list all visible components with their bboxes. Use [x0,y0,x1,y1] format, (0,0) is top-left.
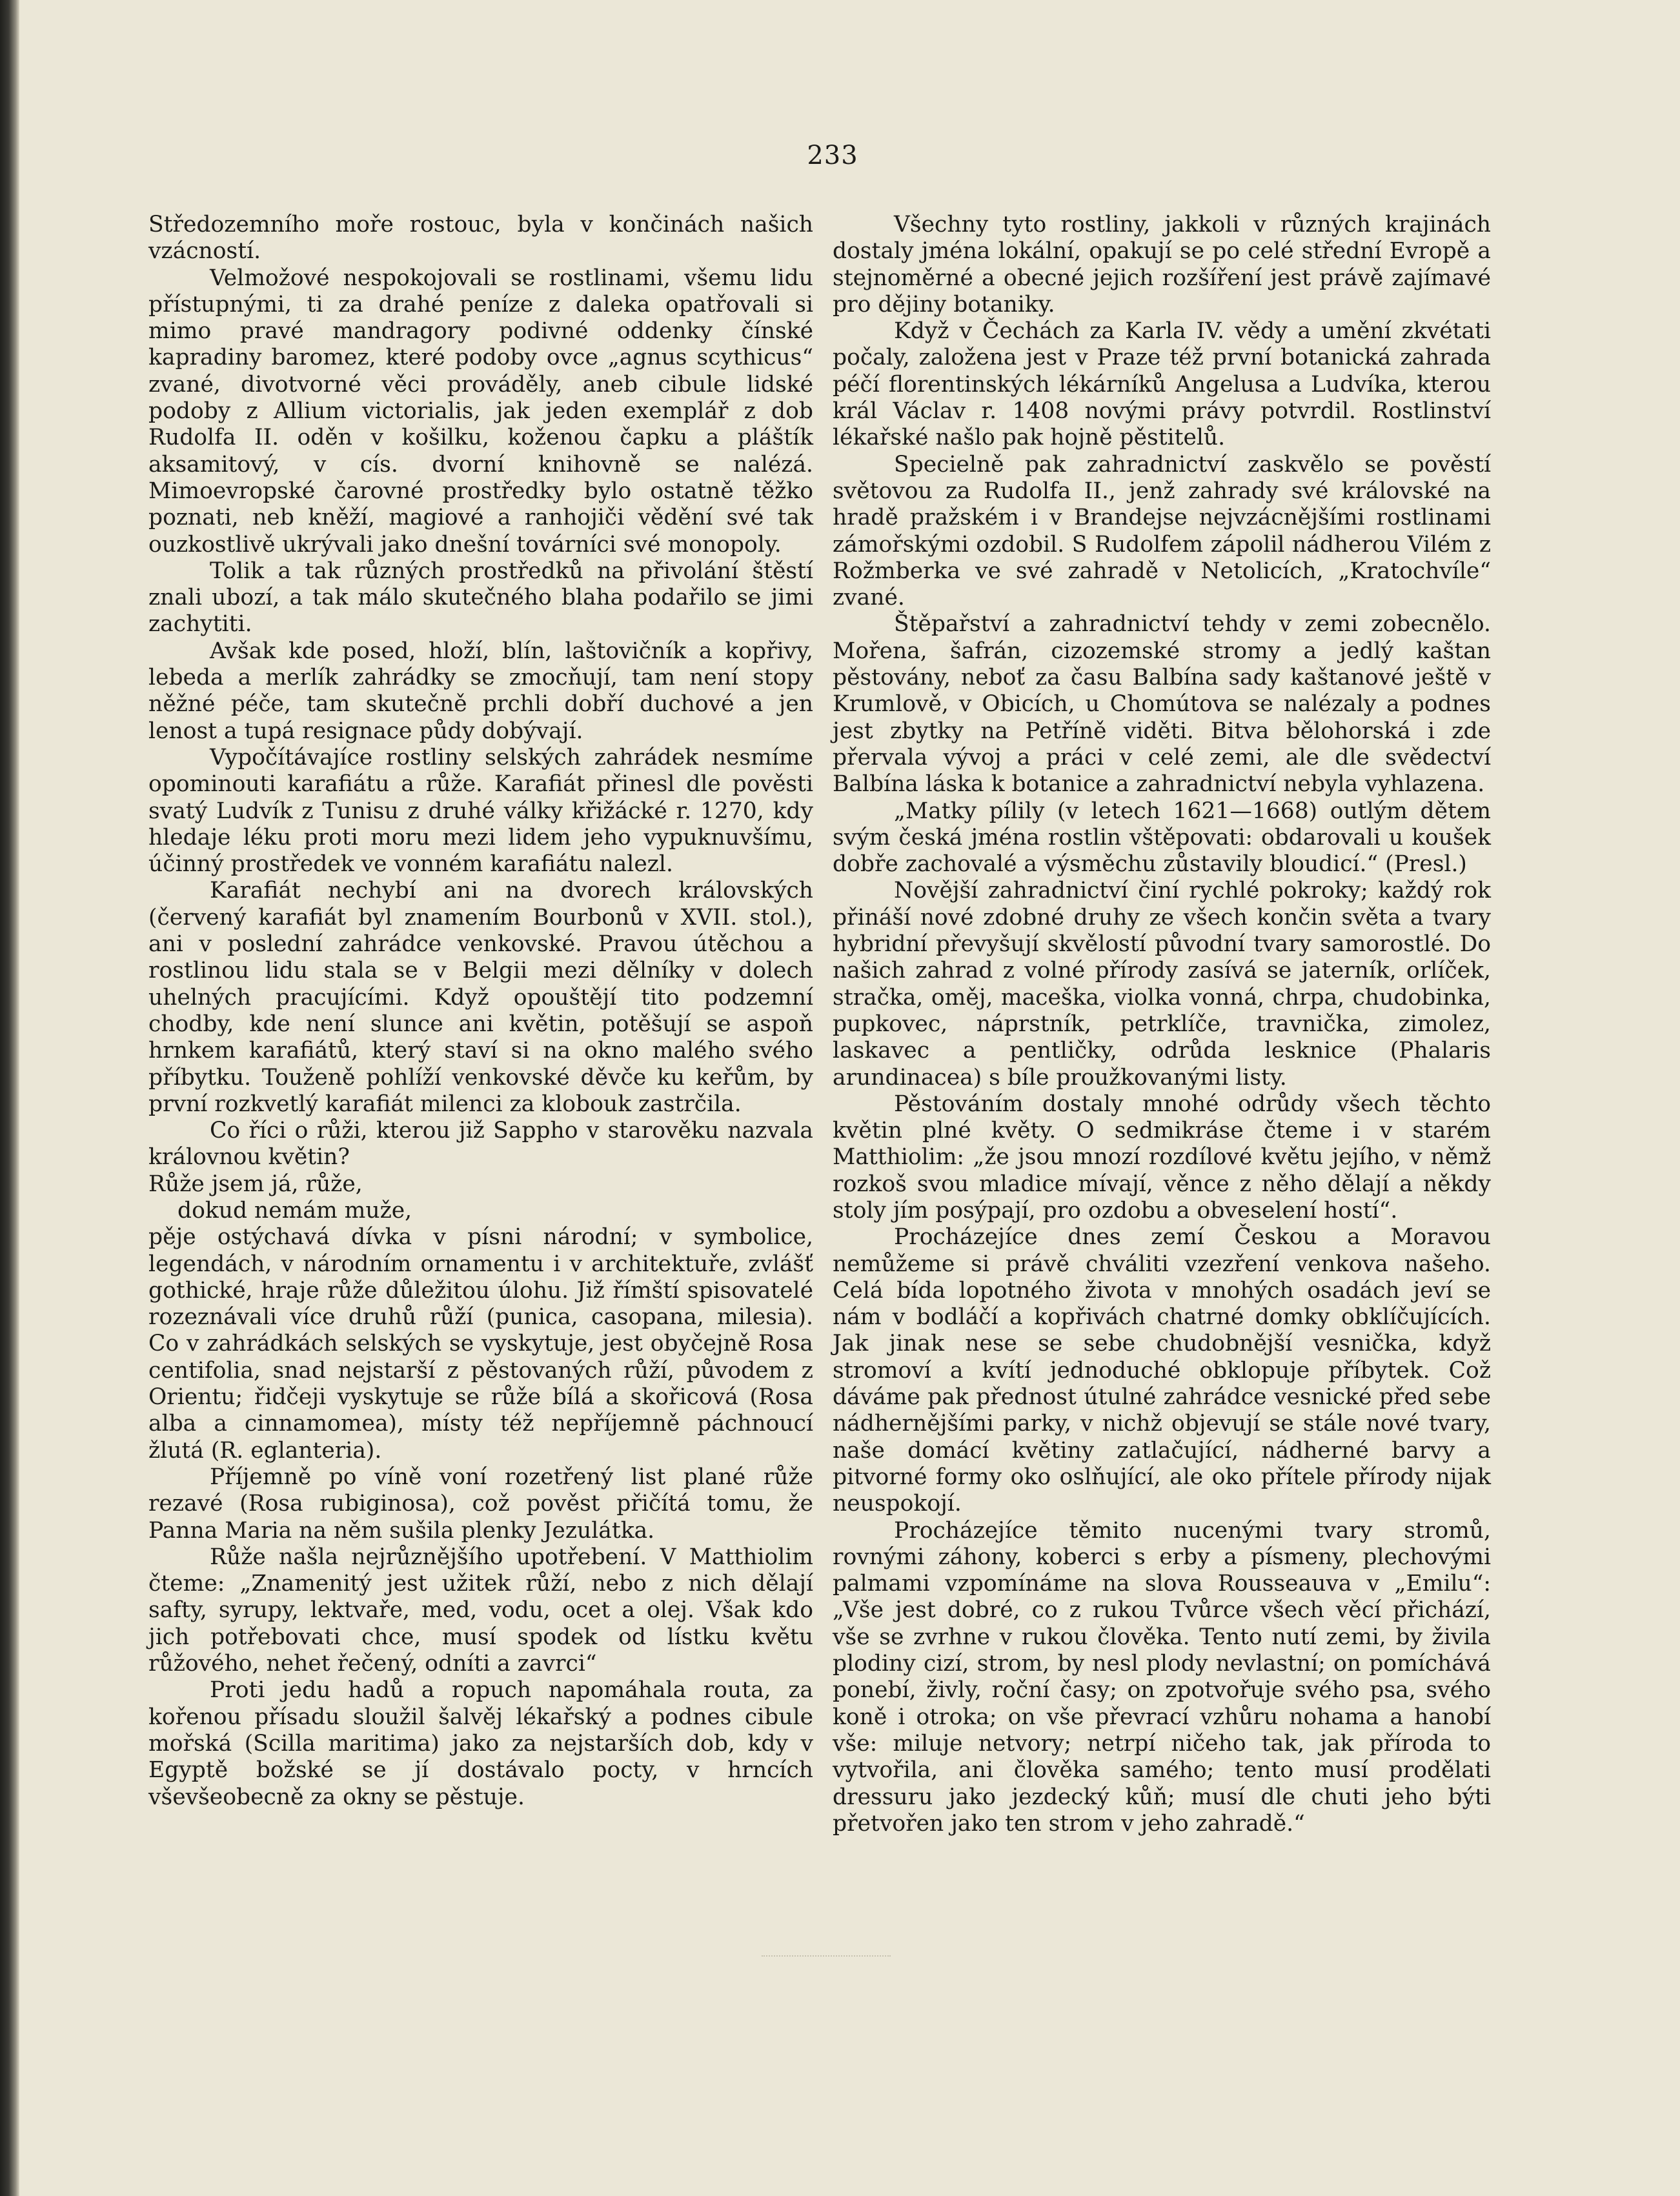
paragraph: Když v Čechách za Karla IV. vědy a umění zkvétati počaly, založena jest v Praze též první botanická zahrada péčí florentinských lékárníků Angelusa a Ludvíka, kterou král Václav r. 1408 novými právy potvrdil. Rostlinství lékařské našlo pak hojně pěstitelů. [833,318,1491,451]
paragraph: Novější zahradnictví činí rychlé pokroky; každý rok přináší nové zdobné druhy ze všech končin světa a tvary hybridní převyšují skvělostí původní tvary samorostlé. Do našich zahrad z volné přírody zasívá se jaterník, orlíček, stračka, oměj, maceška, violka vonná, chrpa, chudobinka, pupkovec, náprstník, petrklíče, travnička, zimolez, laskavec a pentličky, odrůda lesknice (Phalaris arundinacea) s bíle proužkovanými listy. [833,878,1491,1091]
paragraph: Co říci o růži, kterou již Sappho v starověku nazvala královnou květin? [148,1118,813,1171]
page-number: 233 [807,141,858,170]
faint-separator [762,1955,891,1958]
paragraph: Středozemního moře rostouc, byla v končinách našich vzácností. [148,212,813,265]
book-page [19,0,1680,2196]
paragraph: Pěstováním dostaly mnohé odrůdy všech těchto květin plné květy. O sedmikráse čteme i v starém Matthiolim: „že jsou mnozí rozdílové květu jejího, v němž rozkoš svou mladice mívají, věnce z něho dělají a někdy stoly jím posýpají, pro ozdobu a obveselení hostí“. [833,1091,1491,1224]
verse-line: Růže jsem já, růže, [148,1171,363,1197]
paragraph: Štěpařství a zahradnictví tehdy v zemi zobecnělo. Mořena, šafrán, cizozemské stromy a jedlý kaštan pěstovány, neboť za času Balbína sady kaštanové ještě v Krumlově, v Obicích, u Chomútova se nalézaly a podnes jest zbytky na Petříně viděti. Bitva bělohorská i zde přervala vývoj a práci v celé zemi, ale dle svědectví Balbína láska k botanice a zahradnictví nebyla vyhlazena. [833,611,1491,798]
paragraph: Růže našla nejrůznějšího upotřebení. V Matthiolim čteme: „Znamenitý jest užitek růží, nebo z nich dělají safty, syrupy, lektvaře, med, vodu, ocet a olej. Však kdo jich potřebovati chce, musí spodek od lístku květu růžového, nehet řečený, odníti a zavrci“ [148,1544,813,1677]
paragraph: Specielně pak zahradnictví zaskvělo se pověstí světovou za Rudolfa II., jenž zahrady své královské na hradě pražském i v Brandejse nejvzácnějšími rostlinami zámořskými ozdobil. S Rudolfem zápolil nádherou Vilém z Rožmberka ve své zahradě v Netolicích, „Kratochvíle“ zvané. [833,451,1491,611]
paragraph: „Matky pílily (v letech 1621—1668) outlým dětem svým česká jména rostlin vštěpovati: obdarovali u koušek dobře zachovalé a výsměchu zůstavily bloudicí.“ (Presl.) [833,798,1491,878]
paragraph: Velmožové nespokojovali se rostlinami, všemu lidu přístupnými, ti za drahé peníze z daleka opatřovali si mimo pravé mandragory podivné oddenky čínské kapradiny baromez, které podoby ovce „agnus scythicus“ zvané, divotvorné věci prováděly, aneb cibule lidské podoby z Allium victorialis, jak jeden exemplář z dob Rudolfa II. oděn v košilku, koženou čapku a pláštík aksamitový, v cís. dvorní knihovně se nalézá. Mimoevropské čarovné prostředky bylo ostatně těžko poznati, neb kněží, magiové a ranhojiči vědění své tak ouzkostlivě ukrývali jako dnešní továrníci své monopoly. [148,265,813,558]
folk-song-verse [148,1171,813,1225]
paragraph: Procházejíce dnes zemí Českou a Moravou nemůžeme si právě chváliti vzezření venkova našeho. Celá bída lopotného života v mnohých osadách jeví se nám v bodláčí a kopřivách chatrné domky obklíčujících. Jak jinak nese se sebe chudobnější vesnička, když stromoví a kvítí jednoduché obklopuje příbytek. Což dáváme pak přednost útulné zahrádce vesnické před sebe nádhernějšími parky, v nichž objevují se stále nové tvary, naše domácí květiny zatlačující, nádherné barvy a pitvorné formy oko oslňující, ale oko přítele přírody nijak neuspokojí. [833,1224,1491,1517]
paragraph: Karafiát nechybí ani na dvorech královských (červený karafiát byl znamením Bourbonů v XVII. stol.), ani v poslední zahrádce venkovské. Pravou útěchou a rostlinou lidu stala se v Belgii mezi dělníky v dolech uhelných pracujícími. Když opouštějí tito podzemní chodby, kde není slunce ani květin, potěšují se aspoň hrnkem karafiátů, který staví si na okno malého svého příbytku. Touženě pohlíží venkovské děvče ku keřům, by první rozkvetlý karafiát milenci za klobouk zastrčila. [148,878,813,1117]
paragraph: Avšak kde posed, hloží, blín, laštovičník a kopřivy, lebeda a merlík zahrádky se zmocňují, tam není stopy něžné péče, tam skutečně prchli dobří duchové a jen lenost a tupá resignace půdy dobývají. [148,638,813,744]
paragraph: Vypočítávajíce rostliny selských zahrádek nesmíme opominouti karafiátu a růže. Karafiát přinesl dle pověsti svatý Ludvík z Tunisu z druhé války křižácké r. 1270, kdy hledaje léku proti moru mezi lidem jeho vypuknuvšímu, účinný prostředek ve vonném karafiátu nalezl. [148,744,813,878]
verse-line: dokud nemám muže, [177,1197,412,1224]
paragraph: Proti jedu hadů a ropuch napomáhala routa, za kořenou přísadu sloužil šalvěj lékařský a podnes cibule mořská (Scilla maritima) jako za nejstarších dob, kdy v Egyptě božské se jí dostávalo pocty, v hrncích vševšeobecně za okny se pěstuje. [148,1677,813,1810]
paragraph: pěje ostýchavá dívka v písni národní; v symbolice, legendách, v národním ornamentu i v architektuře, zvlášť gothické, hraje růže důležitou úlohu. Již římští spisovatelé rozeznávali více druhů růží (punica, casopana, milesia). Co v zahrádkách selských se vyskytuje, jest obyčejně Rosa centifolia, snad nejstarší z pěstovaných růží, původem z Orientu; řidčeji vyskytuje se růže bílá a skořicová (Rosa alba a cinnamomea), místy též nepříjemně páchnoucí žlutá (R. eglanteria). [148,1224,813,1464]
left-text-column [148,212,813,1811]
book-binding-edge [0,0,19,2196]
paragraph: Procházejíce těmito nucenými tvary stromů, rovnými záhony, koberci s erby a písmeny, plechovými palmami vzpomínáme na slova Rousseauva v „Emilu“: „Vše jest dobré, co z rukou Tvůrce všech věcí přichází, vše se zvrhne v rukou člověka. Tento nutí zemi, by živila plodiny cizí, strom, by nesl plody nevlastní; on pomíchává ponebí, živly, roční časy; on zpotvořuje svého psa, svého koně i otroka; on vše převrací vzhůru nohama a hanobí vše: miluje netvory; netrpí ničeho tak, jak příroda to vytvořila, ani člověka samého; tento musí prodělati dressuru jako jezdecký kůň; musí dle chuti jeho býti přetvořen jako ten strom v jeho zahradě.“ [833,1517,1491,1837]
paragraph: Tolik a tak různých prostředků na přivolání štěstí znali ubozí, a tak málo skutečného blaha podařilo se jimi zachytiti. [148,558,813,638]
right-text-column [833,212,1491,1837]
paragraph: Příjemně po víně voní rozetřený list plané růže rezavé (Rosa rubiginosa), což pověst přičítá tomu, že Panna Maria na něm sušila plenky Jezulátka. [148,1464,813,1544]
paragraph: Všechny tyto rostliny, jakkoli v různých krajinách dostaly jména lokální, opakují se po celé střední Evropě a stejnoměrné a obecné jejich rozšíření jest právě zajímavé pro dějiny botaniky. [833,212,1491,317]
